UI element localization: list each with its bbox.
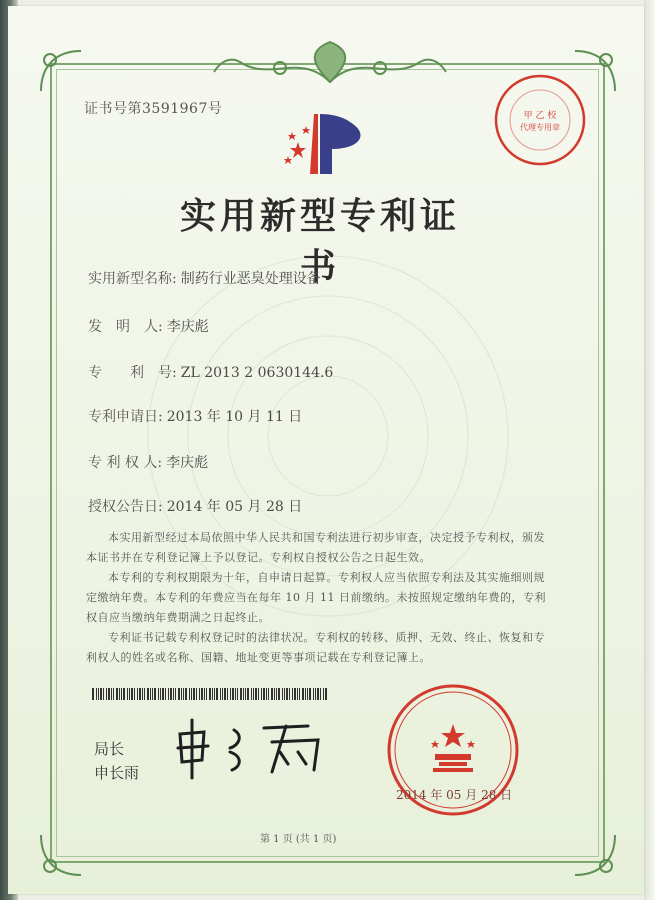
barcode-bar xyxy=(199,688,200,700)
barcode-bar xyxy=(251,688,252,700)
barcode-bar xyxy=(320,688,321,700)
barcode-bar xyxy=(216,688,218,700)
barcode-bar xyxy=(212,688,213,700)
director-name: 申长雨 xyxy=(94,764,140,782)
field-label: 发 明 人: xyxy=(88,319,163,335)
barcode-bar xyxy=(245,688,246,700)
barcode-bar xyxy=(193,688,195,700)
svg-text:代理专用章: 代理专用章 xyxy=(520,123,560,132)
field-patentee xyxy=(88,452,208,472)
barcode-bar xyxy=(292,688,293,700)
barcode-bar xyxy=(243,688,244,700)
barcode-bar xyxy=(162,688,164,700)
svg-text:甲 乙 校: 甲 乙 校 xyxy=(523,111,557,121)
barcode-bar xyxy=(98,688,99,700)
seal-date: 2014 年 05 月 28 日 xyxy=(396,788,513,802)
barcode-bar xyxy=(255,688,257,700)
barcode-bar xyxy=(116,688,118,700)
field-value: 2013 年 10 月 11 日 xyxy=(166,409,303,425)
barcode-bar xyxy=(325,688,327,700)
barcode-bar xyxy=(317,688,319,700)
field-grant-date xyxy=(88,496,302,516)
barcode-bar xyxy=(282,688,283,700)
barcode-bar xyxy=(297,688,298,700)
barcode-bar xyxy=(299,688,300,700)
field-value: 李庆彪 xyxy=(166,319,209,335)
field-value: ZL 2013 2 0630144.6 xyxy=(180,365,334,381)
barcode-bar xyxy=(266,688,267,700)
barcode-bar xyxy=(108,688,110,700)
barcode-bar xyxy=(268,688,269,700)
barcode-bar xyxy=(129,688,130,700)
barcode-bar xyxy=(224,688,226,700)
barcode-bar xyxy=(123,688,125,700)
field-inventor xyxy=(88,316,209,336)
barcode-bar xyxy=(240,688,242,700)
barcode-bar xyxy=(214,688,215,700)
certificate-body-text xyxy=(86,528,556,668)
barcode-bar xyxy=(165,688,166,700)
barcode-bar xyxy=(247,688,249,700)
barcode-bar xyxy=(237,688,238,700)
paragraph-term: 本专利的专利权期限为十年，自申请日起算。专利权人应当依照专利法及其实施细则规定缴纳年费。本专利的年费应当在每年 10 月 11 日前缴纳。未按照规定缴纳年费的，专利权自应当缴纳年费期满之日起终止。 xyxy=(86,571,546,624)
barcode-bar xyxy=(178,688,180,700)
top-ornament xyxy=(210,32,450,102)
barcode-bar xyxy=(313,688,314,700)
page-footer: 第 1 页 (共 1 页) xyxy=(260,834,337,845)
barcode-bar xyxy=(232,688,234,700)
barcode-bar xyxy=(294,688,296,700)
barcode-bar xyxy=(183,688,184,700)
field-value: 2014 年 05 月 28 日 xyxy=(166,499,303,515)
certificate-title: 实用新型专利证书 xyxy=(179,195,460,288)
corner-ornament-top-left xyxy=(36,46,86,96)
director-title: 局长 xyxy=(94,740,125,758)
paragraph-grant: 本实用新型经过本局依照中华人民共和国专利法进行初步审查，决定授予专利权，颁发本证书并在专利登记簿上予以登记。专利权自授权公告之日起生效。 xyxy=(86,531,545,564)
barcode xyxy=(92,688,332,702)
barcode-bar xyxy=(206,688,207,700)
patent-office-logo-icon xyxy=(280,104,380,184)
barcode-bar xyxy=(113,688,114,700)
corner-ornament-bottom-left xyxy=(36,830,86,880)
barcode-bar xyxy=(204,688,205,700)
field-patent-number xyxy=(88,362,333,382)
agency-stamp xyxy=(490,70,590,170)
barcode-bar xyxy=(111,688,112,700)
barcode-bar xyxy=(189,688,190,700)
barcode-bar xyxy=(154,688,156,700)
barcode-bar xyxy=(305,688,306,700)
barcode-bar xyxy=(220,688,221,700)
barcode-bar xyxy=(168,688,169,700)
field-label: 专利申请日: xyxy=(88,409,163,425)
barcode-bar xyxy=(227,688,228,700)
field-application-date xyxy=(88,406,302,426)
barcode-bar xyxy=(121,688,122,700)
barcode-bar xyxy=(144,688,145,700)
certificate-number: 证书号第3591967号 xyxy=(84,101,223,117)
barcode-bar xyxy=(201,688,203,700)
field-label: 专 利 号: xyxy=(88,365,177,381)
barcode-bar xyxy=(142,688,143,700)
paragraph-registration: 专利证书记载专利权登记时的法律状况。专利权的转移、质押、无效、终止、恢复和专利权人的姓名或名称、国籍、地址变更等事项记载在专利登记簿上。 xyxy=(86,631,545,664)
barcode-bar xyxy=(131,688,133,700)
barcode-bar xyxy=(258,688,259,700)
barcode-bar xyxy=(276,688,277,700)
barcode-bar xyxy=(152,688,153,700)
barcode-bar xyxy=(106,688,107,700)
field-label: 授权公告日: xyxy=(88,499,163,515)
field-label: 专 利 权 人: xyxy=(88,455,163,471)
barcode-bar xyxy=(127,688,128,700)
barcode-bar xyxy=(158,688,159,700)
barcode-bar xyxy=(100,688,102,700)
barcode-bar xyxy=(134,688,135,700)
barcode-bar xyxy=(230,688,231,700)
barcode-bar xyxy=(175,688,176,700)
barcode-bar xyxy=(150,688,151,700)
barcode-bar xyxy=(209,688,211,700)
barcode-bar xyxy=(323,688,324,700)
barcode-bar xyxy=(92,688,94,700)
barcode-bar xyxy=(263,688,265,700)
barcode-bar xyxy=(315,688,316,700)
barcode-bar xyxy=(289,688,290,700)
barcode-bar xyxy=(261,688,262,700)
barcode-bar xyxy=(160,688,161,700)
barcode-bar xyxy=(119,688,120,700)
barcode-bar xyxy=(137,688,138,700)
barcode-bar xyxy=(284,688,285,700)
field-value: 李庆彪 xyxy=(166,455,209,471)
barcode-bar xyxy=(253,688,254,700)
corner-ornament-bottom-right xyxy=(570,830,620,880)
barcode-bar xyxy=(307,688,308,700)
scanner-edge-right xyxy=(644,0,655,900)
barcode-bar xyxy=(271,688,273,700)
barcode-bar xyxy=(302,688,304,700)
barcode-bar xyxy=(139,688,141,700)
field-label: 实用新型名称: xyxy=(88,271,177,287)
barcode-bar xyxy=(185,688,187,700)
barcode-bar xyxy=(278,688,280,700)
barcode-bar xyxy=(286,688,288,700)
handwritten-signature xyxy=(168,712,338,782)
barcode-bar xyxy=(274,688,275,700)
barcode-bar xyxy=(222,688,223,700)
field-utility-model-name xyxy=(88,268,321,288)
barcode-bar xyxy=(309,688,311,700)
barcode-bar xyxy=(173,688,174,700)
barcode-bar xyxy=(235,688,236,700)
barcode-bar xyxy=(170,688,172,700)
barcode-bar xyxy=(191,688,192,700)
barcode-bar xyxy=(196,688,197,700)
barcode-bar xyxy=(147,688,149,700)
field-value: 制药行业恶臭处理设备 xyxy=(180,271,321,287)
barcode-bar xyxy=(96,688,97,700)
barcode-bar xyxy=(181,688,182,700)
barcode-bar xyxy=(103,688,104,700)
